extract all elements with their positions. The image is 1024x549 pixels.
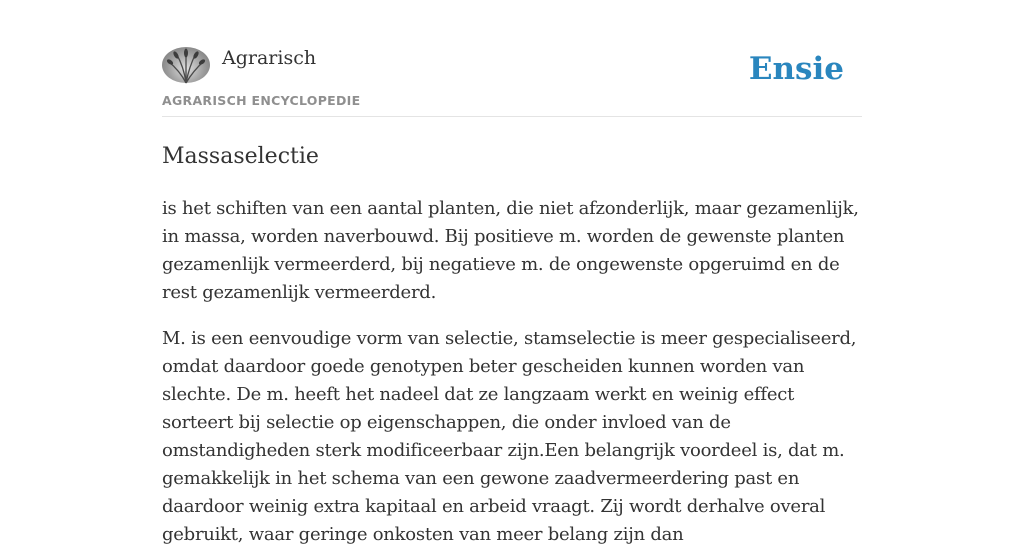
page-title: Massaselectie <box>162 144 319 169</box>
wheat-icon[interactable] <box>162 47 210 83</box>
ensie-logo[interactable]: Ensie <box>748 51 844 87</box>
article-page <box>162 0 862 549</box>
source-subtitle[interactable]: AGRARISCH ENCYCLOPEDIE <box>162 93 361 108</box>
source-name[interactable]: Agrarisch <box>222 47 317 69</box>
source-header <box>162 0 862 117</box>
article-paragraph: M. is een eenvoudige vorm van selectie, stamselectie is meer gespecialiseerd, omdat daardoor goede genotypen beter gescheiden kunnen worden van slechte. De m. heeft het nadeel dat ze langzaam werkt en weinig effect sorteert bij selectie op eigenschappen, die onder invloed van de omstandigheden sterk modificeerbaar zijn.Een belangrijk voordeel is, dat m. gemakkelijk in het schema van een gewone zaadvermeerdering past en daardoor weinig extra kapitaal en arbeid vraagt. Zij wordt derhalve overal gebruikt, waar geringe onkosten van meer belang zijn dan <box>162 328 857 545</box>
article-paragraph: is het schiften van een aantal planten, die niet afzonderlijk, maar gezamenlijk, in massa, worden naverbouwd. Bij positieve m. worden de gewenste planten gezamenlijk vermeerderd, bij negatieve m. de ongewenste opgeruimd en de rest gezamenlijk vermeerderd. <box>162 198 859 303</box>
